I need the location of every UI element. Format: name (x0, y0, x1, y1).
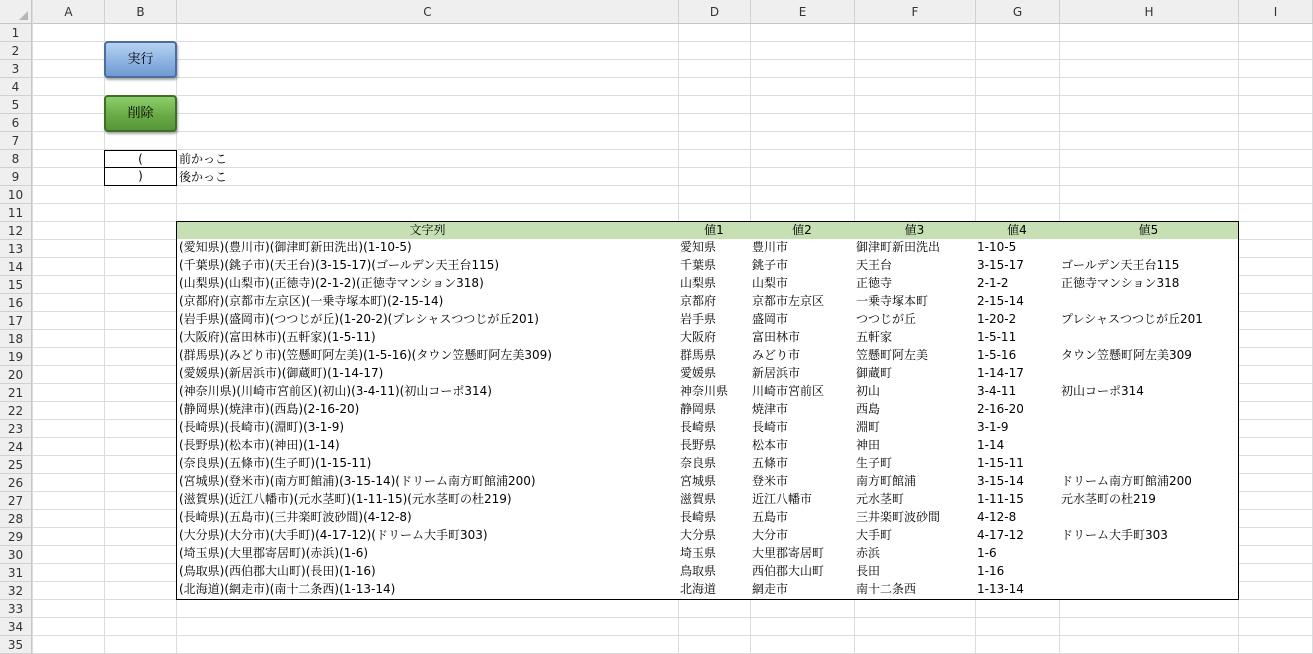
table-cell[interactable]: 群馬県 (678, 347, 751, 366)
table-cell[interactable]: 豊川市 (750, 239, 855, 258)
table-cell[interactable]: 2-1-2 (975, 275, 1060, 294)
row-header-11[interactable]: 11 (0, 204, 32, 222)
select-all-corner[interactable] (0, 0, 32, 24)
table-cell[interactable]: 川崎市宮前区 (750, 383, 855, 402)
gridline-row-4 (0, 95, 1313, 96)
open-bracket-label: 前かっこ (179, 152, 228, 166)
table-cell[interactable]: (千葉県)(銚子市)(天王台)(3-15-17)(ゴールデン天王台115) (176, 257, 679, 276)
table-cell[interactable] (1059, 581, 1239, 600)
gridline-col-0 (32, 0, 33, 653)
table-cell[interactable]: (愛知県)(豊川市)(御津町新田洗出)(1-10-5) (176, 239, 679, 258)
table-cell[interactable]: 大分市 (750, 527, 855, 546)
table-cell[interactable]: 京都府 (678, 293, 751, 312)
table-cell[interactable]: 大分県 (678, 527, 751, 546)
table-cell[interactable]: 1-15-11 (975, 455, 1060, 474)
table-header-value3[interactable]: 値3 (854, 221, 976, 240)
table-cell[interactable]: 3-15-14 (975, 473, 1060, 492)
table-cell[interactable]: みどり市 (750, 347, 855, 366)
table-cell[interactable] (1059, 563, 1239, 582)
table-cell[interactable]: (静岡県)(焼津市)(西島)(2-16-20) (176, 401, 679, 420)
table-cell[interactable]: 愛媛県 (678, 365, 751, 384)
table-cell[interactable]: 網走市 (750, 581, 855, 600)
table-cell[interactable]: (愛媛県)(新居浜市)(御蔵町)(1-14-17) (176, 365, 679, 384)
table-cell[interactable] (1059, 419, 1239, 438)
gridline-row-1 (0, 41, 1313, 42)
table-cell[interactable]: 淵町 (854, 419, 976, 438)
column-header-C[interactable]: C (177, 0, 679, 24)
table-cell[interactable]: (長崎県)(長崎市)(淵町)(3-1-9) (176, 419, 679, 438)
table-cell[interactable]: 神奈川県 (678, 383, 751, 402)
table-cell[interactable]: 北海道 (678, 581, 751, 600)
table-cell[interactable]: プレシャスつつじが丘201 (1059, 311, 1239, 330)
table-cell[interactable]: (埼玉県)(大里郡寄居町)(赤浜)(1-6) (176, 545, 679, 564)
table-cell[interactable]: 1-13-14 (975, 581, 1060, 600)
table-cell[interactable]: 南方町館浦 (854, 473, 976, 492)
table-cell[interactable]: (滋賀県)(近江八幡市)(元水茎町)(1-11-15)(元水茎町の杜219) (176, 491, 679, 510)
table-cell[interactable]: 長野県 (678, 437, 751, 456)
row-header-15[interactable]: 15 (0, 276, 32, 294)
table-cell[interactable] (1059, 329, 1239, 348)
table-cell[interactable] (1059, 437, 1239, 456)
column-header-E[interactable]: E (751, 0, 855, 24)
column-header-D[interactable]: D (679, 0, 751, 24)
gridline-row-10 (0, 203, 1313, 204)
close-bracket-label: 後かっこ (179, 170, 228, 184)
table-header-value2[interactable]: 値2 (750, 221, 855, 240)
table-cell[interactable]: 御蔵町 (854, 365, 976, 384)
row-header-12[interactable]: 12 (0, 222, 32, 240)
row-header-18[interactable]: 18 (0, 330, 32, 348)
row-header-19[interactable]: 19 (0, 348, 32, 366)
table-header-text[interactable]: 文字列 (176, 221, 679, 240)
table-cell[interactable]: 天王台 (854, 257, 976, 276)
table-cell[interactable] (1059, 509, 1239, 528)
row-header-5[interactable]: 5 (0, 96, 32, 114)
table-header-value1[interactable]: 値1 (678, 221, 751, 240)
column-header-B[interactable]: B (105, 0, 177, 24)
table-cell[interactable]: 新居浜市 (750, 365, 855, 384)
table-cell[interactable]: 笠懸町阿左美 (854, 347, 976, 366)
table-cell[interactable]: (北海道)(網走市)(南十二条西)(1-13-14) (176, 581, 679, 600)
table-cell[interactable]: 生子町 (854, 455, 976, 474)
table-cell[interactable]: 正徳寺マンション318 (1059, 275, 1239, 294)
table-cell[interactable]: 3-4-11 (975, 383, 1060, 402)
table-cell[interactable]: 3-15-17 (975, 257, 1060, 276)
table-cell[interactable]: 山梨市 (750, 275, 855, 294)
table-cell[interactable] (1059, 365, 1239, 384)
table-cell[interactable]: ゴールデン天王台115 (1059, 257, 1239, 276)
table-cell[interactable]: 大手町 (854, 527, 976, 546)
table-cell[interactable]: 五條市 (750, 455, 855, 474)
row-header-34[interactable]: 34 (0, 618, 32, 636)
row-header-27[interactable]: 27 (0, 492, 32, 510)
table-cell[interactable]: 正徳寺 (854, 275, 976, 294)
column-header-H[interactable]: H (1060, 0, 1239, 24)
table-cell[interactable] (1059, 401, 1239, 420)
table-cell[interactable]: 元水茎町 (854, 491, 976, 510)
table-cell[interactable]: 奈良県 (678, 455, 751, 474)
table-cell[interactable]: (京都府)(京都市左京区)(一乗寺塚本町)(2-15-14) (176, 293, 679, 312)
table-cell[interactable]: 京都市左京区 (750, 293, 855, 312)
table-cell[interactable]: 西伯郡大山町 (750, 563, 855, 582)
table-cell[interactable]: 長崎市 (750, 419, 855, 438)
row-header-2[interactable]: 2 (0, 42, 32, 60)
table-cell[interactable]: 西島 (854, 401, 976, 420)
table-cell[interactable]: (長崎県)(五島市)(三井楽町波砂間)(4-12-8) (176, 509, 679, 528)
row-header-32[interactable]: 32 (0, 582, 32, 600)
row-header-8[interactable]: 8 (0, 150, 32, 168)
table-cell[interactable]: ドリーム大手町303 (1059, 527, 1239, 546)
row-header-21[interactable]: 21 (0, 384, 32, 402)
table-cell[interactable]: (神奈川県)(川崎市宮前区)(初山)(3-4-11)(初山コーポ314) (176, 383, 679, 402)
table-cell[interactable]: 一乗寺塚本町 (854, 293, 976, 312)
table-cell[interactable]: 登米市 (750, 473, 855, 492)
table-cell[interactable]: 1-14-17 (975, 365, 1060, 384)
column-header-G[interactable]: G (976, 0, 1060, 24)
row-header-10[interactable]: 10 (0, 186, 32, 204)
table-cell[interactable]: 2-15-14 (975, 293, 1060, 312)
column-header-A[interactable]: A (33, 0, 105, 24)
table-cell[interactable]: (奈良県)(五條市)(生子町)(1-15-11) (176, 455, 679, 474)
table-cell[interactable]: 1-10-5 (975, 239, 1060, 258)
table-cell[interactable]: 五島市 (750, 509, 855, 528)
delete-button[interactable]: 削除 (104, 95, 177, 132)
table-cell[interactable]: 滋賀県 (678, 491, 751, 510)
run-button[interactable]: 実行 (104, 41, 177, 78)
table-cell[interactable]: 元水茎町の杜219 (1059, 491, 1239, 510)
table-cell[interactable] (1059, 293, 1239, 312)
gridline-row-34 (0, 635, 1313, 636)
table-cell[interactable]: 五軒家 (854, 329, 976, 348)
table-header-value5[interactable]: 値5 (1059, 221, 1239, 240)
table-cell[interactable]: (宮城県)(登米市)(南方町館浦)(3-15-14)(ドリーム南方町館浦200) (176, 473, 679, 492)
table-header-value4[interactable]: 値4 (975, 221, 1060, 240)
table-cell[interactable]: 大里郡寄居町 (750, 545, 855, 564)
table-cell[interactable]: (長野県)(松本市)(神田)(1-14) (176, 437, 679, 456)
table-cell[interactable]: 静岡県 (678, 401, 751, 420)
table-cell[interactable]: 初山コーポ314 (1059, 383, 1239, 402)
select-all-triangle-icon (19, 11, 28, 20)
table-cell[interactable]: 1-6 (975, 545, 1060, 564)
table-cell[interactable]: 1-11-15 (975, 491, 1060, 510)
row-header-33[interactable]: 33 (0, 600, 32, 618)
table-cell[interactable]: 三井楽町波砂間 (854, 509, 976, 528)
row-header-17[interactable]: 17 (0, 312, 32, 330)
table-cell[interactable]: 南十二条西 (854, 581, 976, 600)
table-cell[interactable]: 4-17-12 (975, 527, 1060, 546)
table-cell[interactable]: 宮城県 (678, 473, 751, 492)
row-header-14[interactable]: 14 (0, 258, 32, 276)
table-cell[interactable]: 千葉県 (678, 257, 751, 276)
table-cell[interactable]: 埼玉県 (678, 545, 751, 564)
table-cell[interactable]: ドリーム南方町館浦200 (1059, 473, 1239, 492)
table-cell[interactable]: 鳥取県 (678, 563, 751, 582)
table-cell[interactable] (1059, 455, 1239, 474)
row-header-25[interactable]: 25 (0, 456, 32, 474)
row-header-13[interactable]: 13 (0, 240, 32, 258)
table-cell[interactable]: (岩手県)(盛岡市)(つつじが丘)(1-20-2)(プレシャスつつじが丘201) (176, 311, 679, 330)
row-header-22[interactable]: 22 (0, 402, 32, 420)
table-cell[interactable]: (山梨県)(山梨市)(正徳寺)(2-1-2)(正徳寺マンション318) (176, 275, 679, 294)
table-cell[interactable]: 1-14 (975, 437, 1060, 456)
table-cell[interactable]: 1-16 (975, 563, 1060, 582)
row-header-7[interactable]: 7 (0, 132, 32, 150)
row-header-24[interactable]: 24 (0, 438, 32, 456)
gridline-row-6 (0, 131, 1313, 132)
table-cell[interactable]: 銚子市 (750, 257, 855, 276)
row-header-9[interactable]: 9 (0, 168, 32, 186)
row-header-35[interactable]: 35 (0, 636, 32, 654)
table-cell[interactable]: タウン笠懸町阿左美309 (1059, 347, 1239, 366)
table-cell[interactable] (1059, 545, 1239, 564)
row-header-26[interactable]: 26 (0, 474, 32, 492)
table-cell[interactable]: (大阪府)(富田林市)(五軒家)(1-5-11) (176, 329, 679, 348)
table-cell[interactable]: 3-1-9 (975, 419, 1060, 438)
table-cell[interactable]: 松本市 (750, 437, 855, 456)
table-cell[interactable]: (大分県)(大分市)(大手町)(4-17-12)(ドリーム大手町303) (176, 527, 679, 546)
table-cell[interactable]: 赤浜 (854, 545, 976, 564)
row-header-3[interactable]: 3 (0, 60, 32, 78)
table-cell[interactable]: 近江八幡市 (750, 491, 855, 510)
table-cell[interactable]: 御津町新田洗出 (854, 239, 976, 258)
table-cell[interactable]: つつじが丘 (854, 311, 976, 330)
table-cell[interactable]: (群馬県)(みどり市)(笠懸町阿左美)(1-5-16)(タウン笠懸町阿左美309) (176, 347, 679, 366)
row-header-6[interactable]: 6 (0, 114, 32, 132)
gridline-row-33 (0, 617, 1313, 618)
table-cell[interactable]: 長崎県 (678, 419, 751, 438)
table-cell[interactable]: 4-12-8 (975, 509, 1060, 528)
table-cell[interactable]: 富田林市 (750, 329, 855, 348)
table-cell[interactable]: 1-5-16 (975, 347, 1060, 366)
table-cell[interactable]: 2-16-20 (975, 401, 1060, 420)
table-cell[interactable]: 愛知県 (678, 239, 751, 258)
table-cell[interactable]: 初山 (854, 383, 976, 402)
table-cell[interactable]: 長田 (854, 563, 976, 582)
gridline-row-3 (0, 77, 1313, 78)
row-header-30[interactable]: 30 (0, 546, 32, 564)
row-header-31[interactable]: 31 (0, 564, 32, 582)
column-header-I[interactable]: I (1239, 0, 1313, 24)
row-header-28[interactable]: 28 (0, 510, 32, 528)
row-header-16[interactable]: 16 (0, 294, 32, 312)
row-header-1[interactable]: 1 (0, 24, 32, 42)
table-cell[interactable]: (鳥取県)(西伯郡大山町)(長田)(1-16) (176, 563, 679, 582)
table-cell[interactable]: 神田 (854, 437, 976, 456)
gridline-row-2 (0, 59, 1313, 60)
table-cell[interactable]: 長崎県 (678, 509, 751, 528)
row-header-20[interactable]: 20 (0, 366, 32, 384)
row-header-29[interactable]: 29 (0, 528, 32, 546)
open-bracket-input[interactable]: ( (104, 150, 177, 168)
table-cell[interactable]: 1-5-11 (975, 329, 1060, 348)
close-bracket-input[interactable]: ) (104, 167, 177, 186)
table-cell[interactable] (1059, 239, 1239, 258)
table-cell[interactable]: 盛岡市 (750, 311, 855, 330)
table-cell[interactable]: 1-20-2 (975, 311, 1060, 330)
gridline-row-5 (0, 113, 1313, 114)
table-cell[interactable]: 焼津市 (750, 401, 855, 420)
table-cell[interactable]: 岩手県 (678, 311, 751, 330)
column-header-F[interactable]: F (855, 0, 976, 24)
table-cell[interactable]: 山梨県 (678, 275, 751, 294)
row-header-4[interactable]: 4 (0, 78, 32, 96)
row-header-23[interactable]: 23 (0, 420, 32, 438)
table-cell[interactable]: 大阪府 (678, 329, 751, 348)
